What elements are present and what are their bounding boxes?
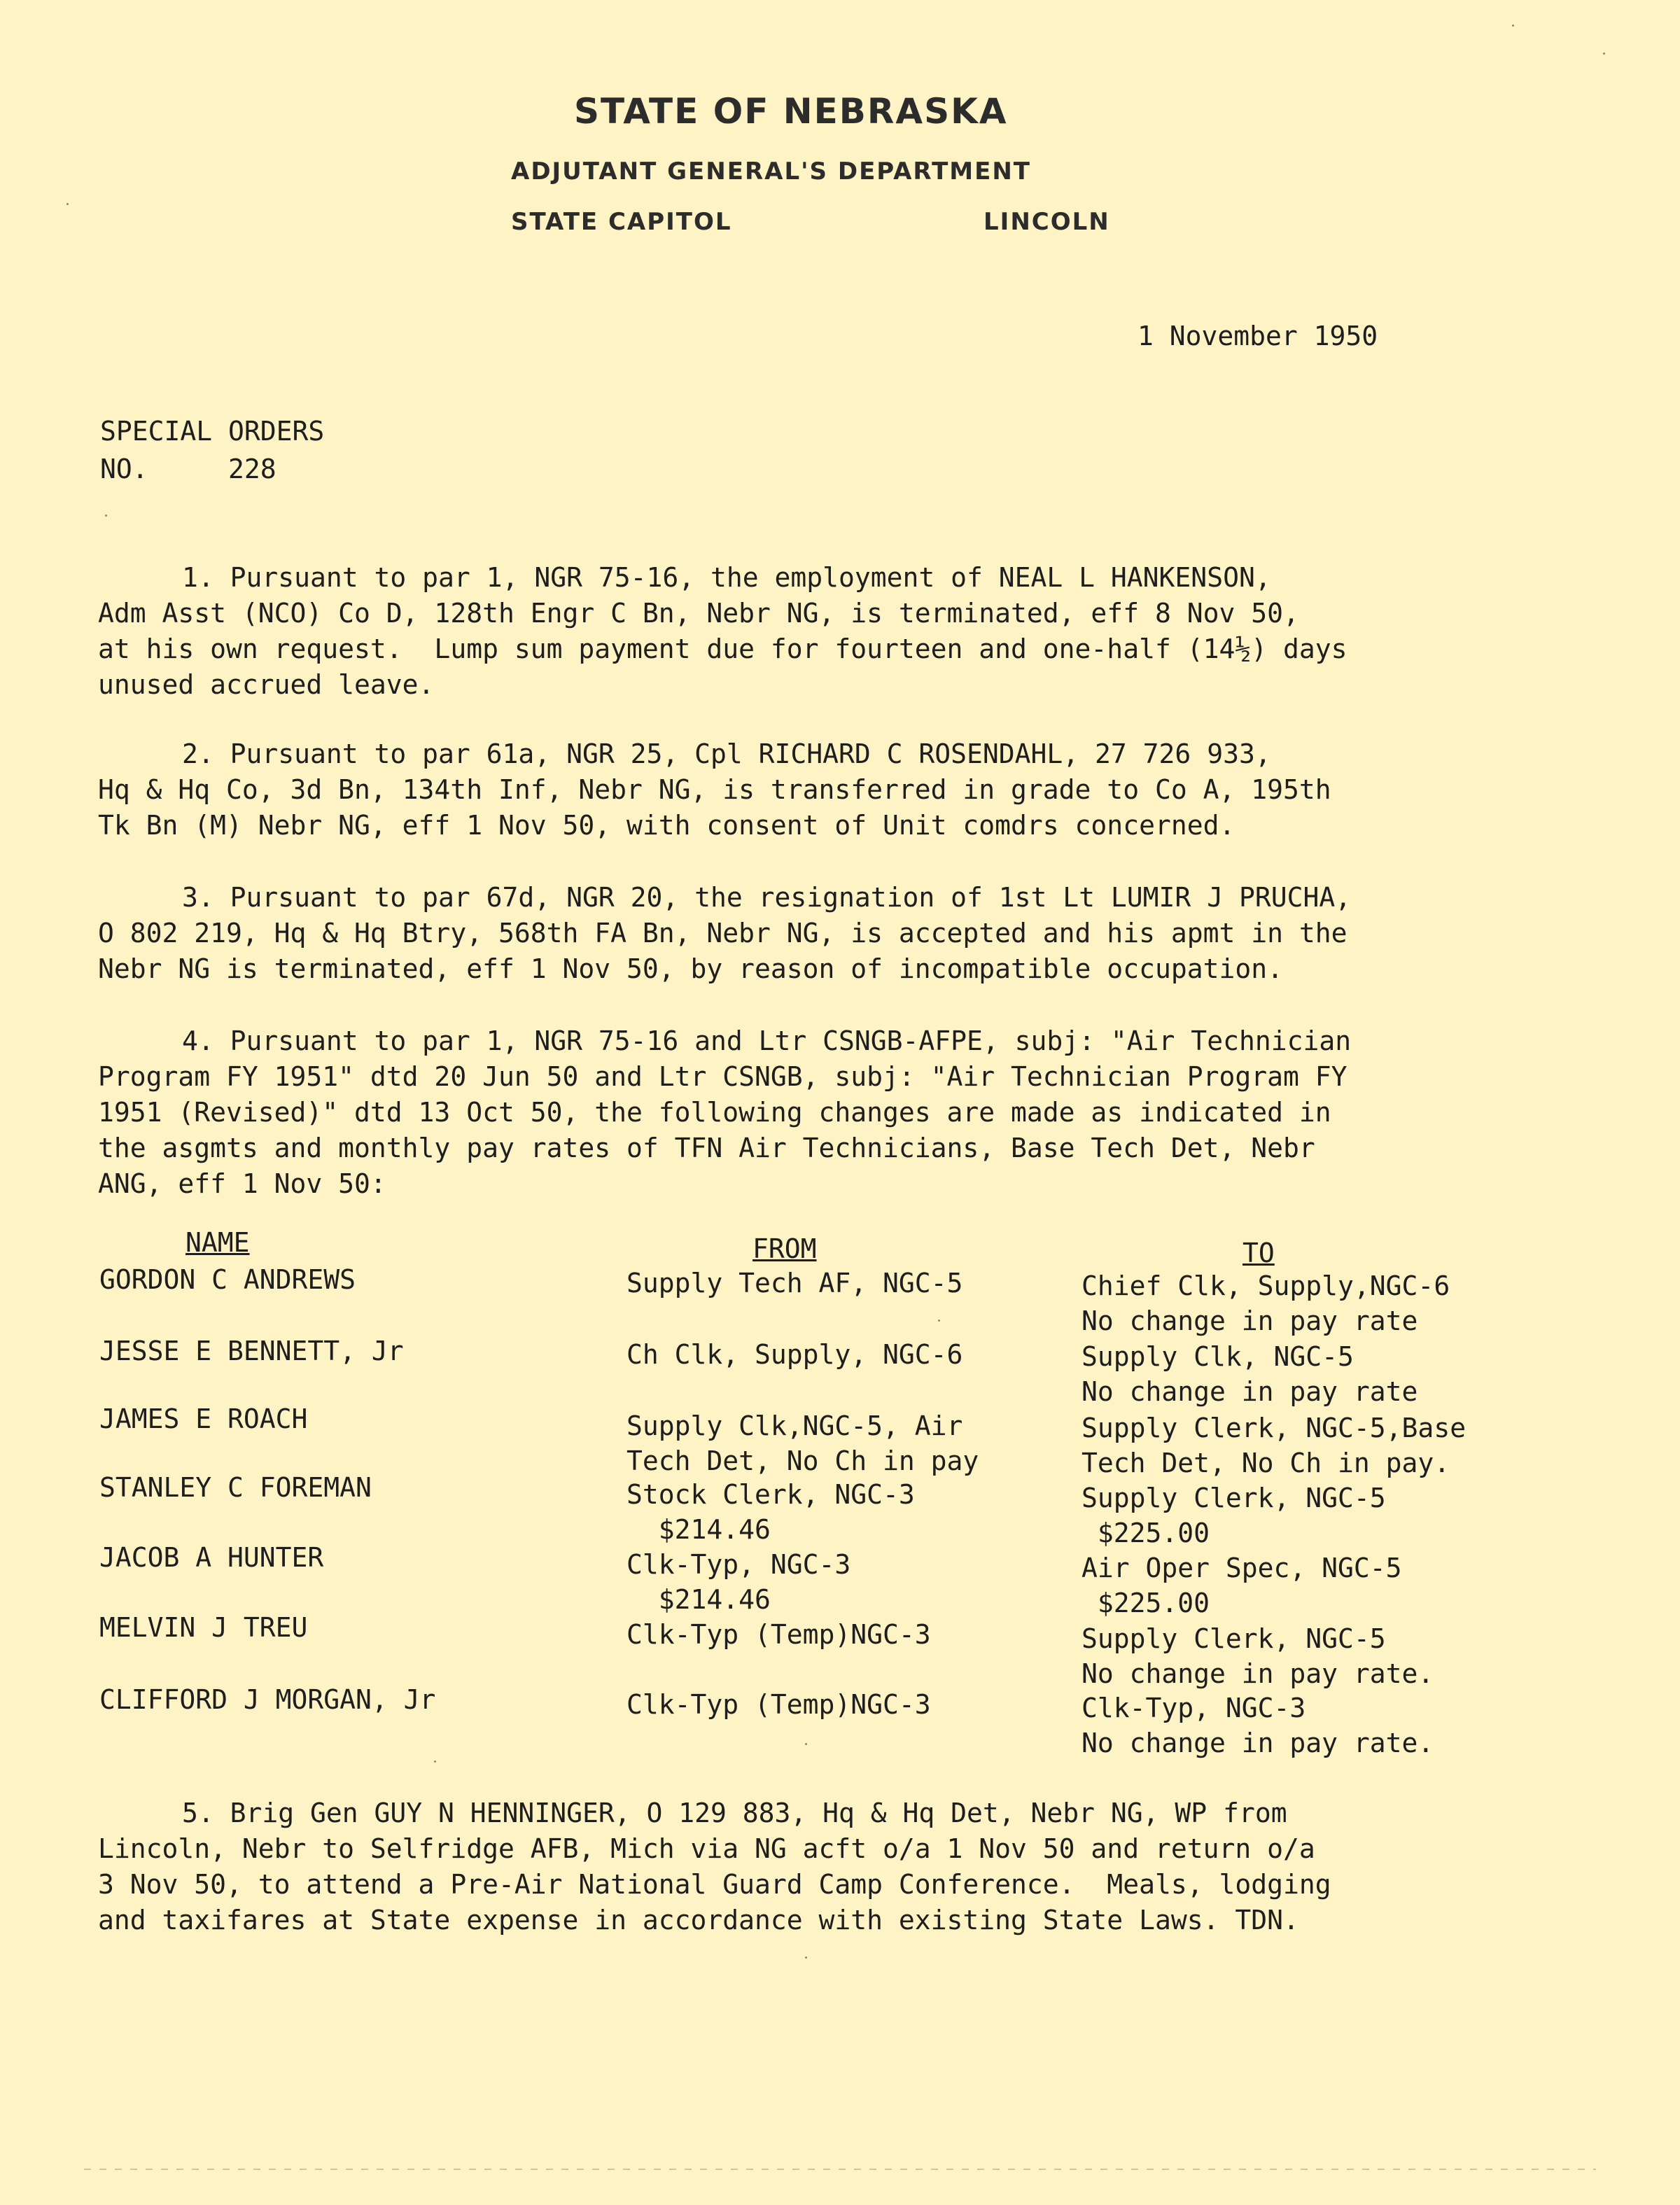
- paper-speck: [434, 1760, 436, 1763]
- table-cell-from: Ch Clk, Supply, NGC-6: [626, 1339, 963, 1370]
- paper-speck: [805, 1956, 807, 1959]
- letterhead-location-left: STATE CAPITOL: [511, 208, 732, 236]
- table-cell-to: Supply Clerk, NGC-5,Base Tech Det, No Ch in pay.: [1082, 1413, 1466, 1478]
- paragraph-1-first-line: 1. Pursuant to par 1, NGR 75-16, the employment of NEAL L HANKENSON,: [182, 562, 1271, 593]
- table-cell-from: Clk-Typ (Temp)NGC-3: [626, 1689, 931, 1720]
- special-orders-number: NO. 228: [100, 454, 276, 484]
- paragraph-4: [98, 1023, 1491, 1202]
- table-header-name: NAME: [186, 1227, 250, 1258]
- table-cell-from: Clk-Typ, NGC-3 $214.46: [626, 1549, 851, 1615]
- letterhead-location-right: LINCOLN: [983, 208, 1110, 236]
- table-header-from: FROM: [752, 1233, 817, 1264]
- paragraph-5: [98, 1795, 1491, 1938]
- table-cell-to: Supply Clerk, NGC-5 No change in pay rate.: [1082, 1623, 1434, 1689]
- table-cell-to: Chief Clk, Supply,NGC-6 No change in pay rate: [1082, 1270, 1450, 1336]
- table-cell-name: JACOB A HUNTER: [99, 1542, 324, 1573]
- document-date: 1 November 1950: [1138, 321, 1378, 351]
- table-cell-from: Stock Clerk, NGC-3 $214.46: [626, 1479, 915, 1545]
- paper-speck: [805, 1743, 807, 1745]
- table-cell-name: CLIFFORD J MORGAN, Jr: [99, 1684, 436, 1715]
- paragraph-2-body: Hq & Hq Co, 3d Bn, 134th Inf, Nebr NG, is transferred in grade to Co A, 195th Tk Bn (M) Nebr NG, eff 1 Nov 50, with consent of Unit comdrs concerned.: [98, 774, 1331, 841]
- table-cell-name: GORDON C ANDREWS: [99, 1264, 356, 1295]
- table-cell-name: JAMES E ROACH: [99, 1404, 308, 1434]
- table-cell-name: MELVIN J TREU: [99, 1612, 308, 1643]
- table-cell-to: Supply Clk, NGC-5 No change in pay rate: [1082, 1341, 1418, 1407]
- letterhead-department: ADJUTANT GENERAL'S DEPARTMENT: [511, 158, 1031, 186]
- special-orders-title: SPECIAL ORDERS: [100, 416, 325, 447]
- bottom-edge-marks: [84, 2169, 1596, 2170]
- paragraph-3-body: O 802 219, Hq & Hq Btry, 568th FA Bn, Nebr NG, is accepted and his apmt in the Nebr NG is terminated, eff 1 Nov 50, by reason of incompatible occupation.: [98, 918, 1348, 984]
- paper-speck: [1603, 52, 1605, 55]
- paragraph-5-first-line: 5. Brig Gen GUY N HENNINGER, O 129 883, Hq & Hq Det, Nebr NG, WP from: [182, 1798, 1287, 1828]
- paper-speck: [66, 203, 69, 205]
- paragraph-4-body: Program FY 1951" dtd 20 Jun 50 and Ltr CSNGB, subj: "Air Technician Program FY 1951 (Revised)" dtd 13 Oct 50, the following changes are made as indicated in the asgmts and monthly pay rates of TFN Air Technicians, Base Tech Det, Nebr ANG, eff 1 Nov 50:: [98, 1061, 1348, 1199]
- table-cell-to: Air Oper Spec, NGC-5 $225.00: [1082, 1553, 1402, 1618]
- paragraph-1: [98, 560, 1491, 703]
- paragraph-2: [98, 736, 1491, 844]
- table-cell-from: Clk-Typ (Temp)NGC-3: [626, 1619, 931, 1650]
- table-cell-to: Supply Clerk, NGC-5 $225.00: [1082, 1483, 1386, 1548]
- paragraph-1-body: Adm Asst (NCO) Co D, 128th Engr C Bn, Nebr NG, is terminated, eff 8 Nov 50, at his own request. Lump sum payment due for fourteen and one-half (14½) days unused accrued leave.: [98, 598, 1348, 700]
- paper-speck: [1512, 24, 1514, 27]
- table-cell-name: STANLEY C FOREMAN: [99, 1472, 372, 1503]
- paragraph-5-body: Lincoln, Nebr to Selfridge AFB, Mich via NG acft o/a 1 Nov 50 and return o/a 3 Nov 50, to attend a Pre-Air National Guard Camp Conference. Meals, lodging and taxifares at State expense in accordance with existing State Laws. TDN.: [98, 1833, 1331, 1935]
- paper-speck: [105, 514, 107, 517]
- table-cell-name: JESSE E BENNETT, Jr: [99, 1336, 404, 1366]
- table-header-to: TO: [1242, 1238, 1275, 1268]
- paragraph-4-first-line: 4. Pursuant to par 1, NGR 75-16 and Ltr CSNGB-AFPE, subj: "Air Technician: [182, 1026, 1352, 1056]
- table-cell-from: Supply Clk,NGC-5, Air Tech Det, No Ch in pay: [626, 1410, 979, 1476]
- table-cell-from: Supply Tech AF, NGC-5: [626, 1268, 963, 1298]
- paragraph-3-first-line: 3. Pursuant to par 67d, NGR 20, the resignation of 1st Lt LUMIR J PRUCHA,: [182, 882, 1352, 913]
- paragraph-3: [98, 880, 1491, 987]
- paper-speck: [938, 1320, 940, 1322]
- table-cell-to: Clk-Typ, NGC-3 No change in pay rate.: [1082, 1693, 1434, 1758]
- letterhead-state: STATE OF NEBRASKA: [574, 91, 1008, 132]
- paragraph-2-first-line: 2. Pursuant to par 61a, NGR 25, Cpl RICHARD C ROSENDAHL, 27 726 933,: [182, 738, 1271, 769]
